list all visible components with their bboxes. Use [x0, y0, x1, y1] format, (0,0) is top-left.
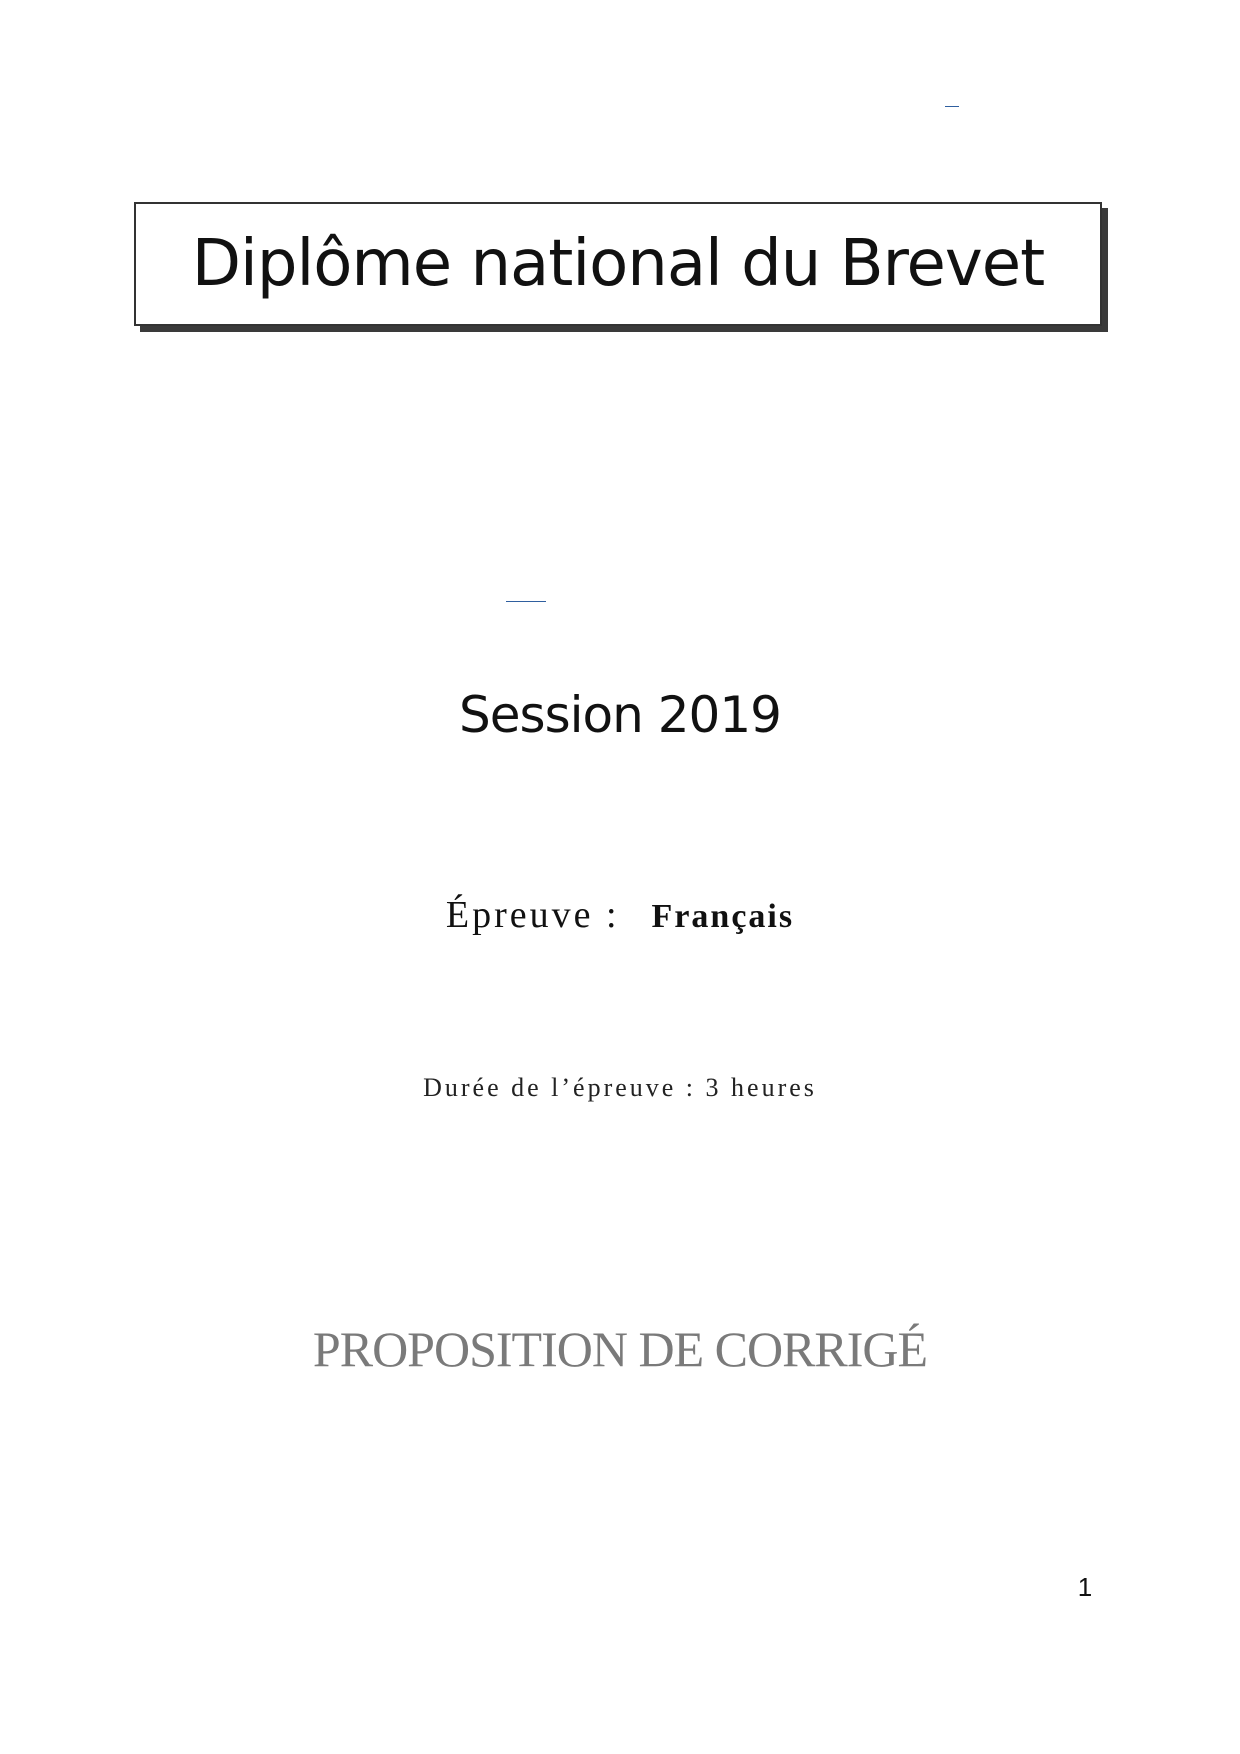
epreuve-subject: Français [651, 898, 795, 935]
page-number: 1 [1077, 1572, 1093, 1602]
session-heading: Session 2019 [459, 686, 781, 744]
epreuve-label: Épreuve : [445, 894, 620, 936]
epreuve-line [0, 893, 1240, 937]
document-title: Diplôme national du Brevet [191, 227, 1045, 301]
duree-line: Durée de l’épreuve : 3 heures [423, 1073, 817, 1102]
link-underline-mark [506, 601, 546, 602]
corrige-heading: PROPOSITION DE CORRIGÉ [312, 1321, 928, 1377]
link-underline-mark [945, 106, 959, 107]
title-box [134, 202, 1102, 326]
